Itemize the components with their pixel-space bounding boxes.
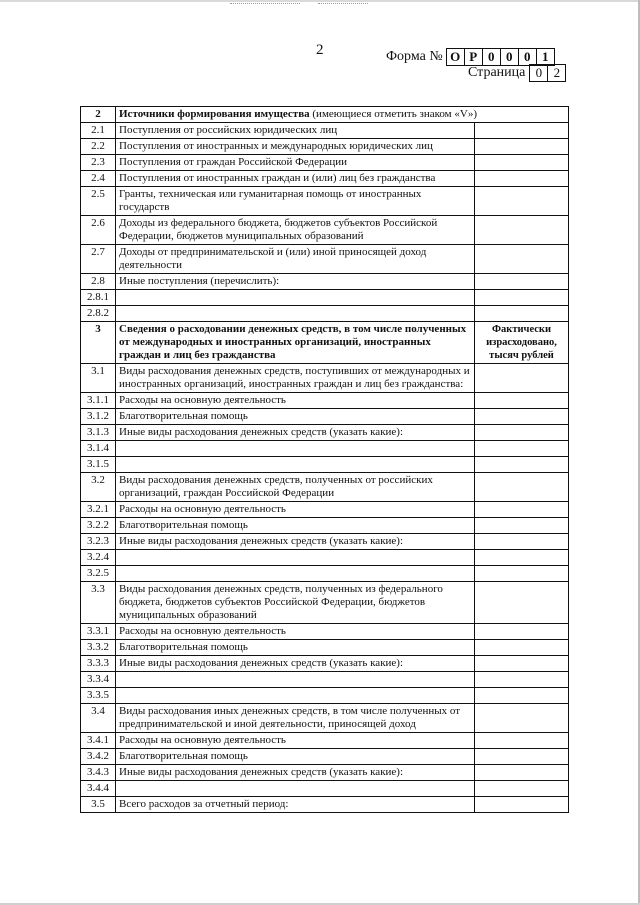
table-row [81, 245, 569, 274]
form-code-cell: 0 [482, 48, 501, 66]
row-number: 2.8.1 [81, 290, 116, 306]
row-number: 3.3.2 [81, 640, 116, 656]
row-description [116, 550, 475, 566]
row-value-cell[interactable] [475, 290, 569, 306]
row-value-cell[interactable] [475, 704, 569, 733]
row-value-cell[interactable] [475, 566, 569, 582]
table-row [81, 171, 569, 187]
table-row [81, 797, 569, 813]
row-description: Поступления от иностранных граждан и (или) лиц без гражданства [116, 171, 475, 187]
row-value-cell[interactable] [475, 624, 569, 640]
row-description [116, 781, 475, 797]
table-row [81, 656, 569, 672]
table-row [81, 550, 569, 566]
form-code-cell: Р [464, 48, 483, 66]
row-value-cell[interactable] [475, 409, 569, 425]
row-number: 3.4.2 [81, 749, 116, 765]
page-code-cells [529, 64, 566, 82]
row-number: 3.1.1 [81, 393, 116, 409]
table-row [81, 624, 569, 640]
table-row [81, 733, 569, 749]
row-description: Расходы на основную деятельность [116, 393, 475, 409]
row-number: 3.3.1 [81, 624, 116, 640]
page-code-cell: 0 [529, 64, 548, 82]
section-title-bold: Источники формирования имущества [119, 108, 310, 120]
table-row [81, 566, 569, 582]
row-number: 3.2.1 [81, 502, 116, 518]
page-code [468, 64, 566, 82]
table-row [81, 425, 569, 441]
row-value-cell[interactable] [475, 797, 569, 813]
row-value-cell[interactable] [475, 688, 569, 704]
row-description: Расходы на основную деятельность [116, 502, 475, 518]
row-number: 3.1 [81, 364, 116, 393]
row-description [116, 688, 475, 704]
row-value-cell[interactable] [475, 216, 569, 245]
row-value-cell[interactable] [475, 306, 569, 322]
table-row [81, 749, 569, 765]
row-number: 3.2.2 [81, 518, 116, 534]
row-number: 2.5 [81, 187, 116, 216]
table-row [81, 216, 569, 245]
row-description: Благотворительная помощь [116, 749, 475, 765]
row-description [116, 290, 475, 306]
row-value-cell[interactable] [475, 245, 569, 274]
row-value-cell[interactable] [475, 171, 569, 187]
section-title [116, 107, 569, 123]
page-code-cell: 2 [547, 64, 566, 82]
row-description: Поступления от иностранных и международных юридических лиц [116, 139, 475, 155]
row-value-cell[interactable] [475, 473, 569, 502]
row-number: 3.4.4 [81, 781, 116, 797]
table-row [81, 502, 569, 518]
row-value-cell[interactable] [475, 441, 569, 457]
row-value-cell[interactable] [475, 749, 569, 765]
row-description: Благотворительная помощь [116, 409, 475, 425]
row-value-cell[interactable] [475, 672, 569, 688]
table-row [81, 582, 569, 624]
row-description: Виды расходования денежных средств, полученных из федерального бюджета, бюджетов субъектов Российской Федерации, бюджетов муниципальных образований [116, 582, 475, 624]
row-number: 3.1.3 [81, 425, 116, 441]
row-description: Иные виды расходования денежных средств (указать какие): [116, 656, 475, 672]
form-code-cell: 0 [500, 48, 519, 66]
scan-edge-top [0, 0, 640, 2]
form-code-cell: О [446, 48, 465, 66]
row-description: Иные виды расходования денежных средств (указать какие): [116, 765, 475, 781]
section-header-row [81, 107, 569, 123]
table-row [81, 274, 569, 290]
row-number: 3.3 [81, 582, 116, 624]
report-table [80, 106, 569, 813]
row-number: 3.5 [81, 797, 116, 813]
row-value-cell[interactable] [475, 781, 569, 797]
table-row [81, 139, 569, 155]
row-value-cell[interactable] [475, 139, 569, 155]
table-row [81, 155, 569, 171]
row-value-cell[interactable] [475, 187, 569, 216]
table-row [81, 534, 569, 550]
row-value-cell[interactable] [475, 425, 569, 441]
row-number: 2.3 [81, 155, 116, 171]
section-title: Сведения о расходовании денежных средств, в том числе полученных от международных и иностранных организаций, иностранных граждан и лиц без гражданства [116, 322, 475, 364]
section-header-row [81, 322, 569, 364]
table-row [81, 441, 569, 457]
row-number: 3.4.3 [81, 765, 116, 781]
row-number: 2.4 [81, 171, 116, 187]
form-label: Форма № [386, 49, 443, 64]
row-number: 3.1.5 [81, 457, 116, 473]
table-row [81, 518, 569, 534]
scan-artifact [318, 3, 368, 7]
row-description: Расходы на основную деятельность [116, 624, 475, 640]
row-description: Поступления от российских юридических лиц [116, 123, 475, 139]
row-number: 3.4.1 [81, 733, 116, 749]
row-value-cell[interactable] [475, 457, 569, 473]
row-value-cell[interactable] [475, 274, 569, 290]
row-number: 2.2 [81, 139, 116, 155]
row-description [116, 672, 475, 688]
row-description: Доходы из федерального бюджета, бюджетов субъектов Российской Федерации, бюджетов муниципальных образований [116, 216, 475, 245]
row-value-cell[interactable] [475, 733, 569, 749]
value-column-header: Фактически израсходовано, тысяч рублей [475, 322, 569, 364]
row-number: 3.2 [81, 473, 116, 502]
row-number: 3.3.4 [81, 672, 116, 688]
row-value-cell[interactable] [475, 765, 569, 781]
row-description: Иные поступления (перечислить): [116, 274, 475, 290]
table-row [81, 640, 569, 656]
row-description: Иные виды расходования денежных средств (указать какие): [116, 534, 475, 550]
table-row [81, 364, 569, 393]
page-label: Страница [468, 65, 526, 80]
row-description: Виды расходования денежных средств, поступивших от международных и иностранных организаций, иностранных граждан и лиц без гражданства: [116, 364, 475, 393]
section-title-note: (имеющиеся отметить знаком «V») [309, 108, 477, 120]
row-description: Благотворительная помощь [116, 640, 475, 656]
row-description: Доходы от предпринимательской и (или) иной приносящей доход деятельности [116, 245, 475, 274]
row-value-cell[interactable] [475, 582, 569, 624]
scan-artifact [230, 3, 300, 7]
table-row [81, 688, 569, 704]
row-number: 2.7 [81, 245, 116, 274]
table-row [81, 187, 569, 216]
row-description: Всего расходов за отчетный период: [116, 797, 475, 813]
table-row [81, 393, 569, 409]
row-number: 3.1.2 [81, 409, 116, 425]
row-description [116, 566, 475, 582]
form-code-cell: 1 [536, 48, 555, 66]
row-description: Иные виды расходования денежных средств (указать какие): [116, 425, 475, 441]
section-number: 2 [81, 107, 116, 123]
row-number: 3.2.4 [81, 550, 116, 566]
table-row [81, 473, 569, 502]
row-number: 3.3.3 [81, 656, 116, 672]
row-value-cell[interactable] [475, 640, 569, 656]
row-description: Благотворительная помощь [116, 518, 475, 534]
form-code-cell: 0 [518, 48, 537, 66]
row-number: 3.2.3 [81, 534, 116, 550]
page-number: 2 [316, 42, 324, 58]
row-value-cell[interactable] [475, 393, 569, 409]
row-number: 2.8.2 [81, 306, 116, 322]
row-description [116, 306, 475, 322]
table-row [81, 672, 569, 688]
table-row [81, 781, 569, 797]
table-row [81, 409, 569, 425]
table-row [81, 457, 569, 473]
row-number: 3.3.5 [81, 688, 116, 704]
row-number: 3.2.5 [81, 566, 116, 582]
row-value-cell[interactable] [475, 123, 569, 139]
row-value-cell[interactable] [475, 534, 569, 550]
row-value-cell[interactable] [475, 364, 569, 393]
row-description [116, 441, 475, 457]
row-value-cell[interactable] [475, 518, 569, 534]
row-value-cell[interactable] [475, 502, 569, 518]
row-description: Расходы на основную деятельность [116, 733, 475, 749]
row-description: Виды расходования иных денежных средств, в том числе полученных от предпринимательской и иной деятельности, приносящей доход [116, 704, 475, 733]
row-number: 2.8 [81, 274, 116, 290]
table-row [81, 306, 569, 322]
row-number: 3.4 [81, 704, 116, 733]
row-number: 2.1 [81, 123, 116, 139]
row-value-cell[interactable] [475, 155, 569, 171]
row-description: Виды расходования денежных средств, полученных от российских организаций, граждан Российской Федерации [116, 473, 475, 502]
row-value-cell[interactable] [475, 656, 569, 672]
row-description: Гранты, техническая или гуманитарная помощь от иностранных государств [116, 187, 475, 216]
table-row [81, 765, 569, 781]
row-description [116, 457, 475, 473]
table-row [81, 704, 569, 733]
row-number: 3.1.4 [81, 441, 116, 457]
section-number: 3 [81, 322, 116, 364]
table-row [81, 123, 569, 139]
row-value-cell[interactable] [475, 550, 569, 566]
row-number: 2.6 [81, 216, 116, 245]
row-description: Поступления от граждан Российской Федерации [116, 155, 475, 171]
table-row [81, 290, 569, 306]
